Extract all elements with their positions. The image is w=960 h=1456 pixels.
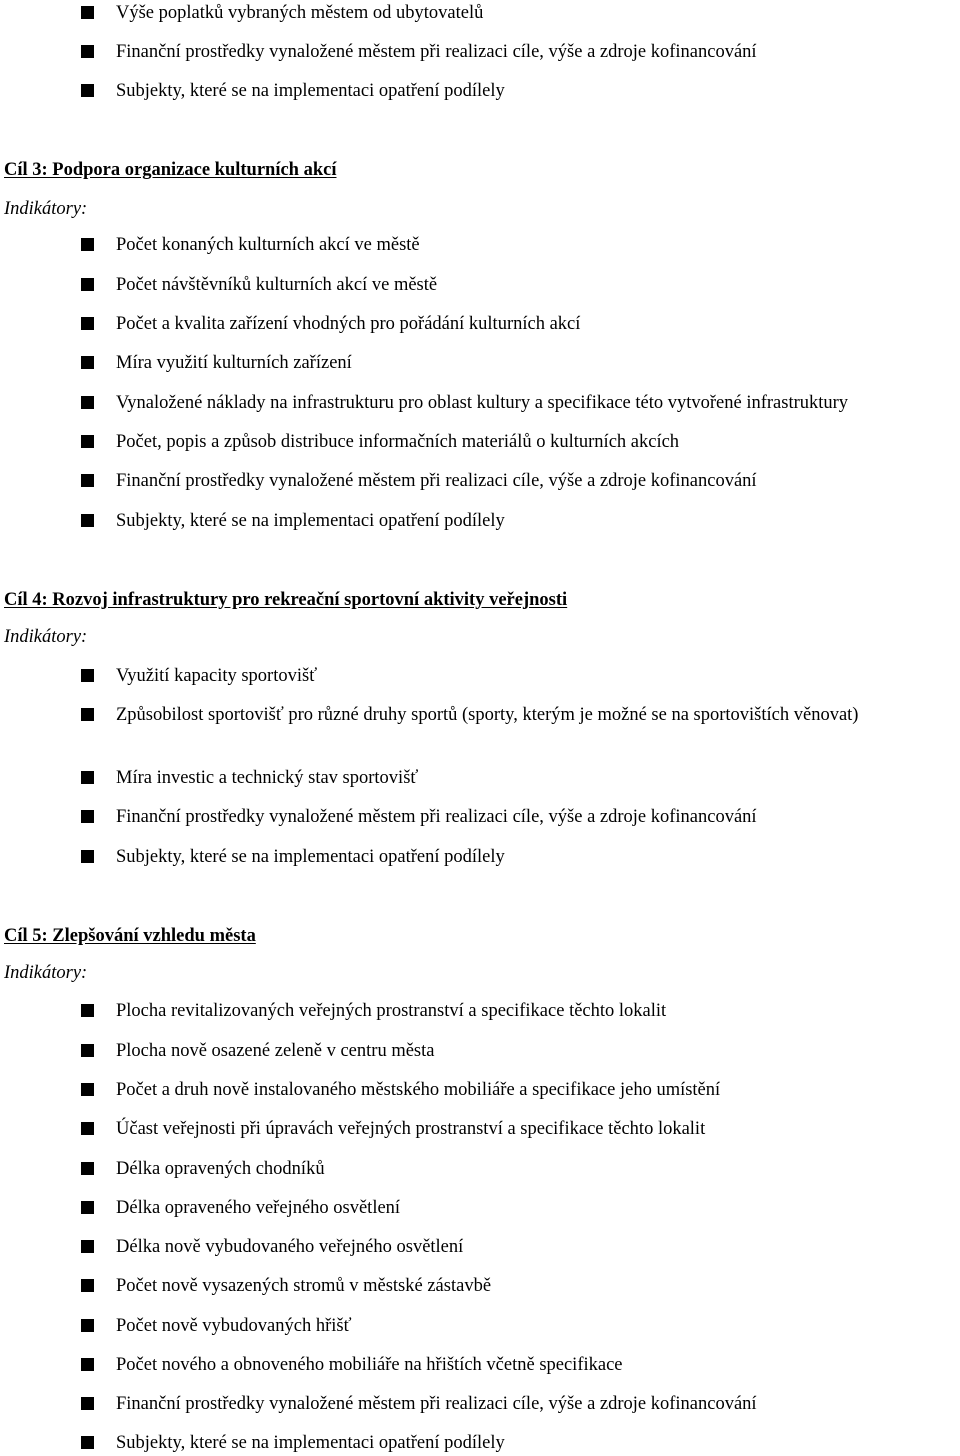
- square-bullet-icon: [81, 1044, 94, 1057]
- square-bullet-icon: [81, 317, 94, 330]
- list-item-text: Počet a druh nově instalovaného městského mobiliáře a specifikace jeho umístění: [116, 1080, 721, 1100]
- list-item-text: Finanční prostředky vynaložené městem při realizaci cíle, výše a zdroje kofinancování: [116, 471, 757, 491]
- list-item-text: Délka opravených chodníků: [116, 1159, 325, 1179]
- square-bullet-icon: [81, 396, 94, 409]
- square-bullet-icon: [81, 810, 94, 823]
- square-bullet-icon: [81, 514, 94, 527]
- list-item-text: Počet, popis a způsob distribuce informačních materiálů o kulturních akcích: [116, 432, 680, 452]
- list-item-text: Počet nově vybudovaných hřišť: [116, 1316, 352, 1336]
- list-item-text: Subjekty, které se na implementaci opatření podílely: [116, 511, 505, 531]
- section-heading-cil-5: Cíl 5: Zlepšování vzhledu města: [4, 926, 256, 946]
- list-item-text: Míra využití kulturních zařízení: [116, 353, 352, 373]
- square-bullet-icon: [81, 435, 94, 448]
- square-bullet-icon: [81, 474, 94, 487]
- square-bullet-icon: [81, 1240, 94, 1253]
- square-bullet-icon: [81, 1162, 94, 1175]
- list-item-text: Délka nově vybudovaného veřejného osvětlení: [116, 1237, 464, 1257]
- square-bullet-icon: [81, 356, 94, 369]
- square-bullet-icon: [81, 850, 94, 863]
- list-item-text: Využití kapacity sportovišť: [116, 666, 318, 686]
- list-item-text: Subjekty, které se na implementaci opatření podílely: [116, 1433, 505, 1453]
- list-item-text: Počet nově vysazených stromů v městské zástavbě: [116, 1276, 492, 1296]
- list-item-text: Subjekty, které se na implementaci opatření podílely: [116, 81, 505, 101]
- list-item-text: Finanční prostředky vynaložené městem při realizaci cíle, výše a zdroje kofinancování: [116, 42, 757, 62]
- square-bullet-icon: [81, 708, 94, 721]
- list-item-text: Počet nového a obnoveného mobiliáře na hřištích včetně specifikace: [116, 1355, 623, 1375]
- square-bullet-icon: [81, 1436, 94, 1449]
- square-bullet-icon: [81, 238, 94, 251]
- list-item-text: Míra investic a technický stav sportovišť: [116, 768, 419, 788]
- list-item-text: Počet a kvalita zařízení vhodných pro pořádání kulturních akcí: [116, 314, 581, 334]
- square-bullet-icon: [81, 1122, 94, 1135]
- list-item-text: Vynaložené náklady na infrastrukturu pro oblast kultury a specifikace této vytvořené infrastruktury: [116, 393, 849, 413]
- square-bullet-icon: [81, 1083, 94, 1096]
- list-item-text: Počet konaných kulturních akcí ve městě: [116, 235, 420, 255]
- list-item-text: Počet návštěvníků kulturních akcí ve městě: [116, 275, 438, 295]
- square-bullet-icon: [81, 669, 94, 682]
- square-bullet-icon: [81, 1004, 94, 1017]
- list-item-text: Subjekty, které se na implementaci opatření podílely: [116, 847, 505, 867]
- square-bullet-icon: [81, 1397, 94, 1410]
- square-bullet-icon: [81, 1319, 94, 1332]
- square-bullet-icon: [81, 1279, 94, 1292]
- square-bullet-icon: [81, 278, 94, 291]
- square-bullet-icon: [81, 1358, 94, 1371]
- list-item-text: Účast veřejnosti při úpravách veřejných prostranství a specifikace těchto lokalit: [116, 1119, 706, 1139]
- indicators-label: Indikátory:: [4, 627, 88, 647]
- list-item-text: Finanční prostředky vynaložené městem při realizaci cíle, výše a zdroje kofinancování: [116, 1394, 757, 1414]
- list-item-text: Plocha revitalizovaných veřejných prostranství a specifikace těchto lokalit: [116, 1001, 667, 1021]
- section-heading-cil-4: Cíl 4: Rozvoj infrastruktury pro rekreační sportovní aktivity veřejnosti: [4, 590, 568, 610]
- indicators-label: Indikátory:: [4, 963, 88, 983]
- square-bullet-icon: [81, 6, 94, 19]
- indicators-label: Indikátory:: [4, 199, 88, 219]
- list-item-text: Finanční prostředky vynaložené městem při realizaci cíle, výše a zdroje kofinancování: [116, 807, 757, 827]
- list-item-text: Délka opraveného veřejného osvětlení: [116, 1198, 401, 1218]
- section-heading-cil-3: Cíl 3: Podpora organizace kulturních akcí: [4, 160, 337, 180]
- square-bullet-icon: [81, 1201, 94, 1214]
- list-item-text: Způsobilost sportovišť pro různé druhy sportů (sporty, kterým je možné se na sportovištích věnovat): [116, 705, 859, 725]
- square-bullet-icon: [81, 84, 94, 97]
- list-item-text: Výše poplatků vybraných městem od ubytovatelů: [116, 3, 484, 23]
- square-bullet-icon: [81, 771, 94, 784]
- list-item-text: Plocha nově osazené zeleně v centru města: [116, 1041, 435, 1061]
- square-bullet-icon: [81, 45, 94, 58]
